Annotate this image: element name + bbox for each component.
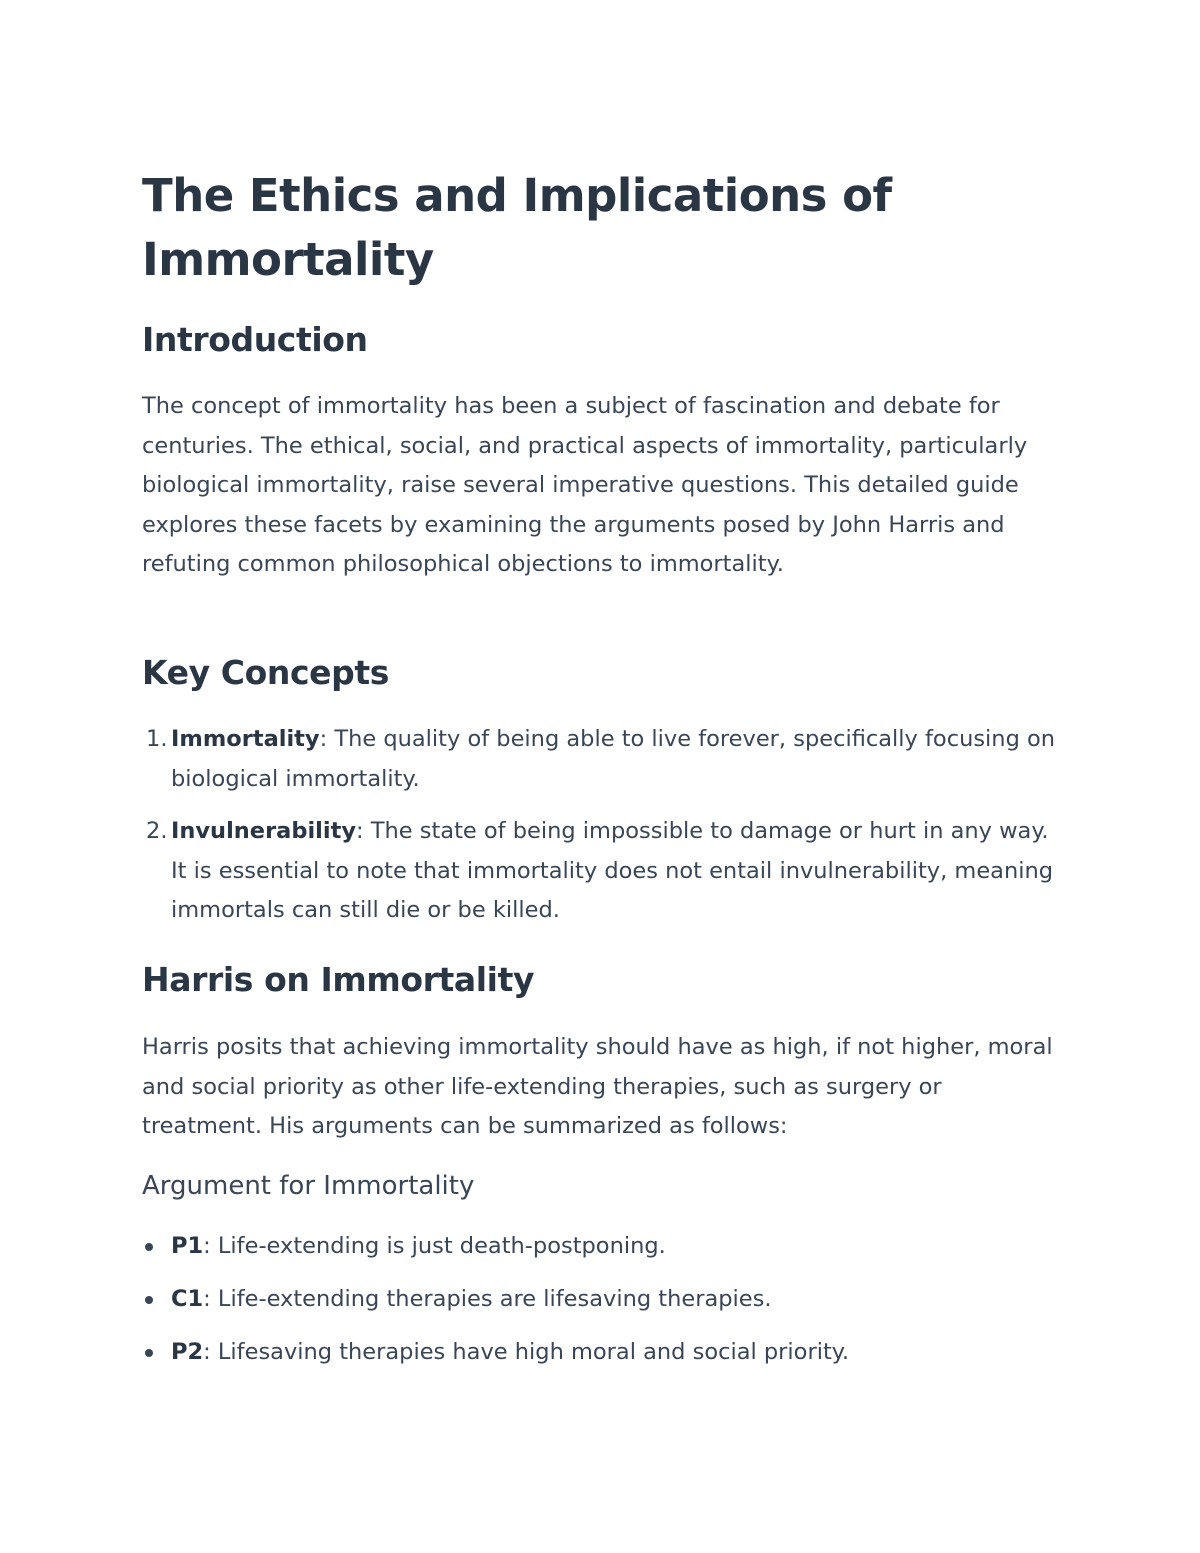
bullet-icon xyxy=(145,1296,153,1304)
argument-label: P2 xyxy=(171,1339,204,1365)
argument-text: : Life-extending therapies are lifesaving therapies. xyxy=(203,1286,772,1312)
argument-label: C1 xyxy=(171,1286,204,1312)
bullet-icon xyxy=(145,1243,153,1251)
argument-list xyxy=(142,1227,1057,1386)
argument-subheading: Argument for Immortality xyxy=(142,1171,475,1201)
key-concepts-heading: Key Concepts xyxy=(142,653,389,692)
list-item-number: 1. xyxy=(146,726,168,752)
document-title: The Ethics and Implications of Immortality xyxy=(142,169,892,286)
introduction-paragraph: The concept of immortality has been a subject of fascination and debate for centuries. The ethical, social, and practical aspects of immortality, particularly biological immortality, raise several imperative questions. This detailed guide explores these facets by examining the arguments posed by John Harris and refuting common philosophical objections to immortality. xyxy=(142,393,1028,577)
key-concepts-list xyxy=(142,720,1057,944)
harris-paragraph: Harris posits that achieving immortality should have as high, if not higher, moral and social priority as other life-extending therapies, such as surgery or treatment. His arguments can be summarized as follows: xyxy=(142,1034,1053,1139)
list-item xyxy=(142,1227,1057,1267)
list-item-number: 2. xyxy=(146,818,168,844)
introduction-heading: Introduction xyxy=(142,320,368,359)
list-item xyxy=(142,812,1057,931)
argument-text: : Lifesaving therapies have high moral and social priority. xyxy=(203,1339,850,1365)
list-item xyxy=(142,720,1057,799)
concept-term: Immortality xyxy=(171,726,320,752)
argument-label: P1 xyxy=(171,1233,204,1259)
bullet-icon xyxy=(145,1349,153,1357)
concept-definition: : The quality of being able to live forever, specifically focusing on biological immortality. xyxy=(171,726,1056,792)
harris-heading: Harris on Immortality xyxy=(142,960,535,999)
concept-term: Invulnerability xyxy=(171,818,357,844)
argument-text: : Life-extending is just death-postponing. xyxy=(203,1233,666,1259)
list-item xyxy=(142,1333,1057,1373)
list-item xyxy=(142,1280,1057,1320)
concept-definition: : The state of being impossible to damage or hurt in any way. It is essential to note that immortality does not entail invulnerability, meaning immortals can still die or be killed. xyxy=(171,818,1054,923)
